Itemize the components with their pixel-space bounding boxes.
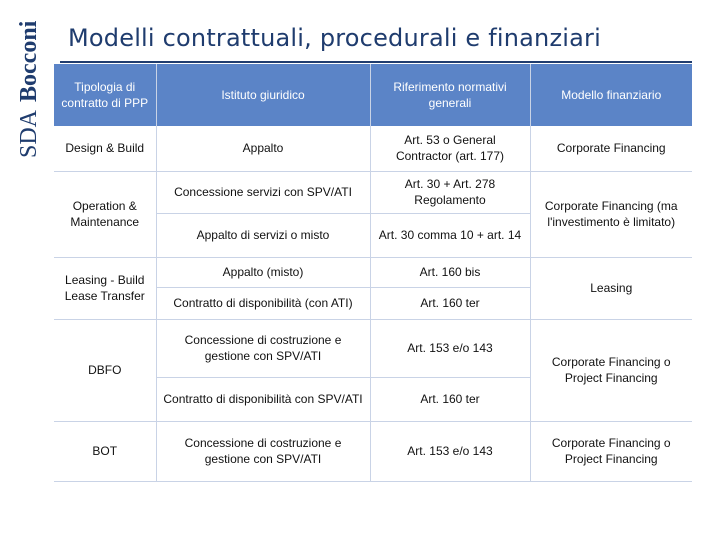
- institute-cell: Contratto di disponibilità con SPV/ATI: [156, 377, 370, 421]
- type-cell: BOT: [54, 421, 156, 481]
- institute-cell: Concessione di costruzione e gestione con SPV/ATI: [156, 319, 370, 377]
- institute-cell: Concessione servizi con SPV/ATI: [156, 171, 370, 213]
- reference-cell: Art. 160 ter: [370, 377, 530, 421]
- reference-cell: Art. 153 e/o 143: [370, 319, 530, 377]
- reference-cell: Art. 30 comma 10 + art. 14: [370, 213, 530, 257]
- finance-cell: Corporate Financing o Project Financing: [530, 319, 692, 421]
- institute-cell: Contratto di disponibilità (con ATI): [156, 287, 370, 319]
- type-cell: Leasing - Build Lease Transfer: [54, 257, 156, 319]
- sda-bocconi-logo: [14, 8, 44, 158]
- header-contract-type: Tipologia di contratto di PPP: [54, 64, 156, 126]
- finance-cell: Corporate Financing: [530, 126, 692, 171]
- finance-cell: Corporate Financing o Project Financing: [530, 421, 692, 481]
- page-title: Modelli contrattuali, procedurali e finanziari: [68, 24, 601, 52]
- title-underline: [60, 61, 692, 63]
- institute-cell: Appalto di servizi o misto: [156, 213, 370, 257]
- header-financial-model: Modello finanziario: [530, 64, 692, 126]
- type-cell: DBFO: [54, 319, 156, 421]
- table-row: [54, 421, 692, 481]
- table-header-row: [54, 64, 692, 126]
- header-legal-institute: Istituto giuridico: [156, 64, 370, 126]
- reference-cell: Art. 160 ter: [370, 287, 530, 319]
- table-row: [54, 171, 692, 213]
- type-cell: Operation & Maintenance: [54, 171, 156, 257]
- table-row: [54, 257, 692, 287]
- header-reference: Riferimento normativi generali: [370, 64, 530, 126]
- ppp-models-table: [54, 64, 692, 482]
- type-cell: Design & Build: [54, 126, 156, 171]
- reference-cell: Art. 153 e/o 143: [370, 421, 530, 481]
- finance-cell: Leasing: [530, 257, 692, 319]
- table-row: [54, 319, 692, 377]
- institute-cell: Appalto (misto): [156, 257, 370, 287]
- finance-cell: Corporate Financing (ma l'investimento è limitato): [530, 171, 692, 257]
- reference-cell: Art. 53 o General Contractor (art. 177): [370, 126, 530, 171]
- logo-text: SDABocconi: [16, 20, 42, 158]
- institute-cell: Appalto: [156, 126, 370, 171]
- reference-cell: Art. 30 + Art. 278 Regolamento: [370, 171, 530, 213]
- reference-cell: Art. 160 bis: [370, 257, 530, 287]
- institute-cell: Concessione di costruzione e gestione con SPV/ATI: [156, 421, 370, 481]
- table-row: [54, 126, 692, 171]
